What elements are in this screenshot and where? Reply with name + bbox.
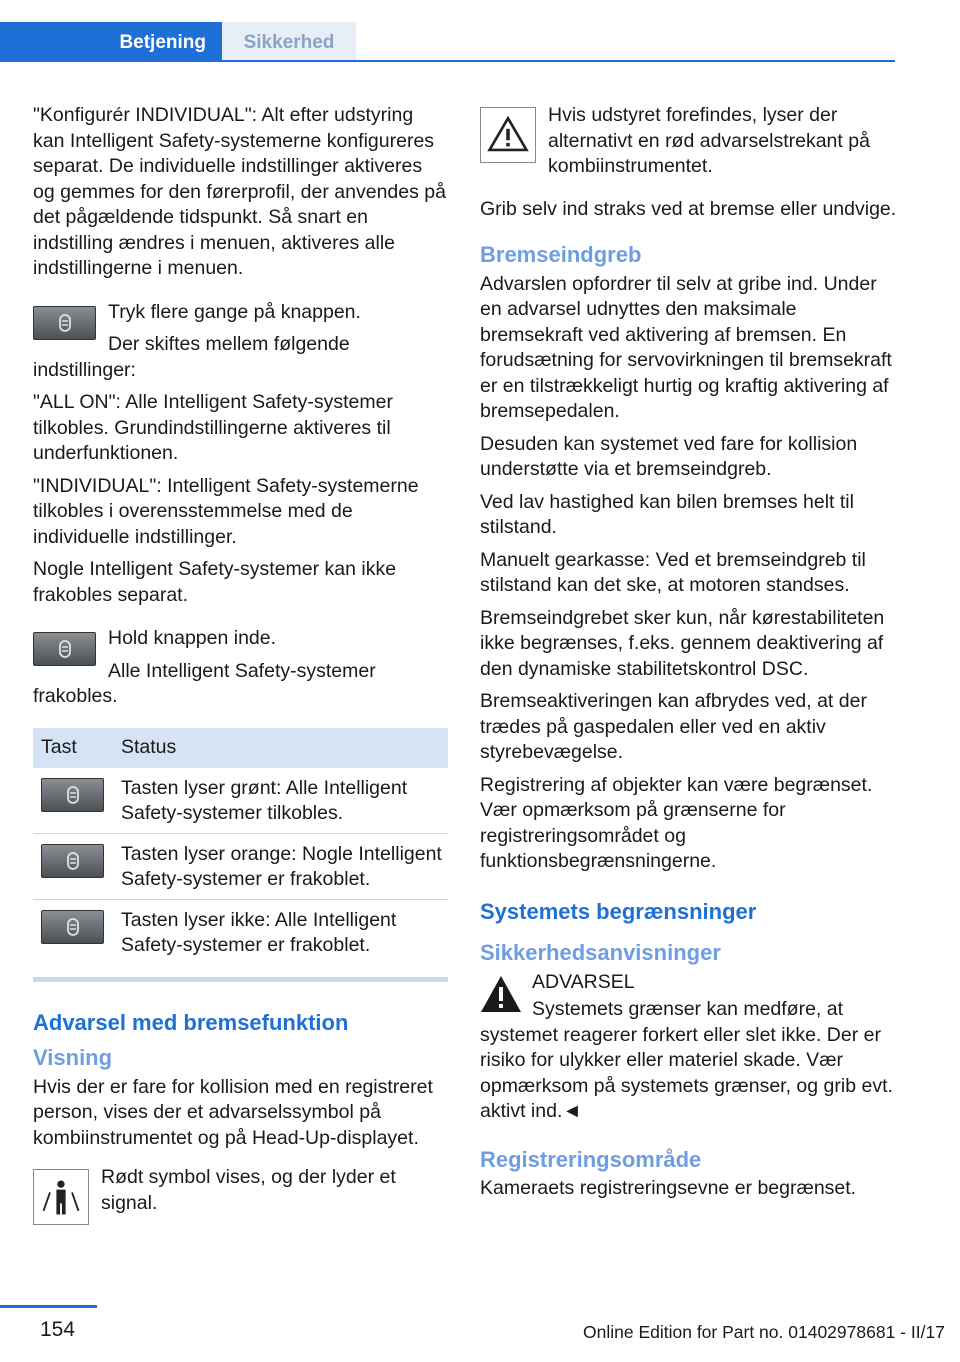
safety-button-icon [41, 778, 104, 812]
key-instruction-press [33, 300, 449, 384]
status-table [33, 728, 448, 965]
paragraph-brake-7: Registrering af objekter kan være begrænset. Vær opmærksom på grænserne for registreringsområdet og funktionsbegrænsningerne. [480, 773, 873, 872]
table-row [33, 768, 448, 834]
press-repeatedly-text: Tryk flere gange på knappen. [108, 300, 361, 323]
heading-system-limits: Systemets begrænsninger [480, 898, 757, 924]
paragraph-brake-1: Advarslen opfordrer til selv at gribe ind. Under en advarsel udnyttes den maksimale bremsekraft ved aktivering af bremsen. En forudsætning for servovirkningen til bremsekraft er en tilstrækkeligt hurtig og kraftig aktivering af bremsepedalen. [480, 272, 892, 422]
paragraph-all-on: "ALL ON": Alle Intelligent Safety-systemer tilkobles. Grundindstillingerne aktiveres til underfunktionen. [33, 391, 393, 464]
paragraph-detection-area: Kameraets registreringsevne er begrænset. [480, 1177, 857, 1199]
left-column [33, 103, 449, 1229]
tab-sikkerhed[interactable]: Sikkerhed [222, 22, 356, 60]
table-end-rule [33, 977, 448, 982]
table-header-key: Tast [33, 728, 113, 768]
status-cell: Tasten lyser orange: Nogle Intelligent Safety-systemer er frakoblet. [113, 833, 448, 899]
warning-block [480, 970, 900, 1125]
paragraph-brake-6: Bremseaktiveringen kan afbrydes ved, at der trædes på gaspedalen eller ved en aktiv styrebevægelse. [480, 690, 867, 763]
hold-button-text: Hold knappen inde. [108, 627, 277, 649]
paragraph-brake-5: Bremseindgrebet sker kun, når kørestabiliteten ikke begrænses, f.eks. gennem deaktivering af den dynamiske stabilitetskontrol DSC. [480, 606, 885, 680]
edition-text: Online Edition for Part no. 01402978681 - II/17 [583, 1322, 945, 1342]
pedestrian-warning-icon [33, 1169, 89, 1225]
paragraph-intervene: Grib selv ind straks ved at bremse eller undvige. [480, 197, 897, 220]
heading-brake-intervention: Bremseindgreb [480, 242, 642, 267]
heading-brake-warning: Advarsel med bremsefunktion [33, 1009, 349, 1035]
warning-triangle-icon [480, 974, 522, 1014]
red-symbol-text: Rødt symbol vises, og der lyder et signal. [101, 1166, 396, 1214]
safety-button-icon [33, 306, 96, 340]
red-symbol-row [33, 1165, 449, 1229]
warning-text: Systemets grænser kan medføre, at systemet reagerer forkert eller slet ikke. Der er risiko for ulykker eller materiel skade. Vær opmærksom på systemets grænser, og grib evt. aktivt ind.◄ [480, 998, 893, 1122]
tab-underline [0, 60, 895, 62]
heading-display: Visning [33, 1045, 113, 1070]
right-column [480, 103, 900, 1209]
status-cell: Tasten lyser ikke: Alle Intelligent Safety-systemer er frakoblet. [121, 908, 397, 956]
safety-button-icon [33, 632, 96, 666]
table-row [33, 899, 448, 965]
key-instruction-hold [33, 626, 449, 710]
heading-safety-notes: Sikkerhedsanvisninger [480, 940, 721, 965]
settings-switch-text: Der skiftes mellem følgende indstillinger: [33, 333, 350, 381]
heading-detection-area: Registreringsområde [480, 1146, 702, 1172]
tab-bar [0, 22, 895, 62]
red-triangle-row [480, 103, 900, 187]
paragraph-configure: "Konfigurér INDIVIDUAL": Alt efter udstyring kan Intelligent Safety-systemerne konfigureres separat. De individuelle indstillinger aktiveres og gemmes for den førerprofil, der anvendes på det pågældende tidspunkt. Så snart en indstilling ændres i menuen, aktiveres alle indstillingerne i menuen. [33, 104, 446, 279]
paragraph-brake-3: Ved lav hastighed kan bilen bremses helt til stilstand. [480, 490, 854, 538]
table-header-status: Status [113, 728, 448, 768]
all-off-text: Alle Intelligent Safety-systemer frakobles. [33, 659, 376, 707]
paragraph-brake-4: Manuelt gearkasse: Ved et bremseindgreb til stilstand kan det ske, at motoren standses. [480, 548, 866, 596]
warning-triangle-icon [480, 107, 536, 163]
paragraph-brake-2: Desuden kan systemet ved fare for kollision understøtte via et bremseindgreb. [480, 432, 858, 480]
status-cell: Tasten lyser grønt: Alle Intelligent Safety-systemer tilkobles. [113, 768, 448, 834]
paragraph-display: Hvis der er fare for kollision med en registreret person, vises der et advarselssymbol på kombiinstrumentet og på Head-Up-displayet. [33, 1075, 433, 1149]
warning-label: ADVARSEL [532, 970, 635, 993]
paragraph-individual: "INDIVIDUAL": Intelligent Safety-systemerne tilkobles i overensstemmelse med de individuelle indstillinger. [33, 474, 419, 548]
red-triangle-text: Hvis udstyret forefindes, lyser der alternativt en rød advarselstrekant på kombiinstrumentet. [548, 104, 870, 177]
paragraph-some-systems: Nogle Intelligent Safety-systemer kan ikke frakobles separat. [33, 558, 397, 606]
tab-betjening[interactable]: Betjening [0, 22, 222, 62]
safety-button-icon [41, 910, 104, 944]
footer-rule [0, 1305, 97, 1308]
table-row [33, 833, 448, 899]
page-number: 154 [40, 1318, 76, 1341]
safety-button-icon [41, 844, 104, 878]
